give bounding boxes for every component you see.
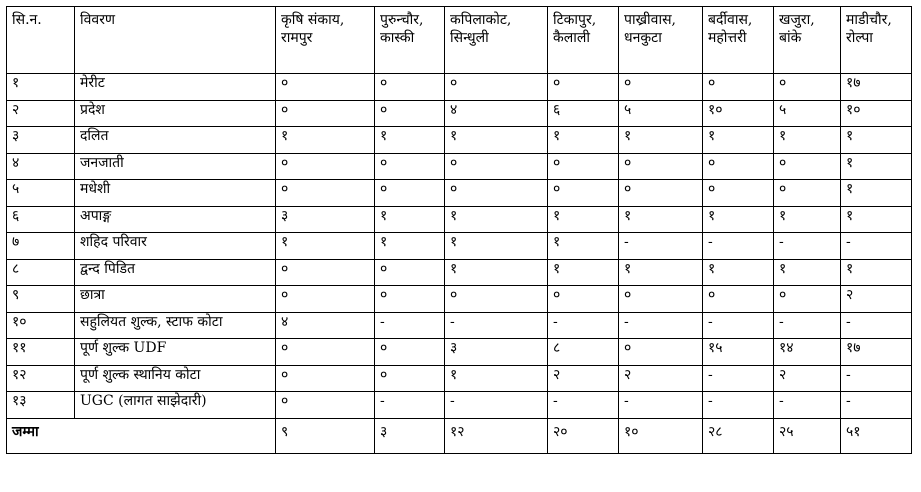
- value-cell: १: [774, 206, 841, 233]
- header-cell-bardibas: बर्दीवास, महोत्तरी: [703, 7, 774, 74]
- value-cell: १: [276, 233, 375, 260]
- value-cell: १: [548, 206, 619, 233]
- value-cell: ०: [703, 74, 774, 101]
- total-cell: २०: [548, 418, 619, 453]
- value-cell: ०: [703, 153, 774, 180]
- total-cell: १२: [445, 418, 548, 453]
- serial-number-cell: १२: [7, 365, 75, 392]
- value-cell: ४: [445, 100, 548, 127]
- value-cell: ०: [445, 153, 548, 180]
- total-cell: २८: [703, 418, 774, 453]
- value-cell: ०: [276, 153, 375, 180]
- value-cell: ०: [276, 74, 375, 101]
- value-cell: ०: [774, 153, 841, 180]
- value-cell: -: [445, 312, 548, 339]
- value-cell: २: [841, 286, 912, 313]
- value-cell: १: [841, 127, 912, 154]
- value-cell: ०: [375, 74, 445, 101]
- value-cell: ०: [548, 153, 619, 180]
- value-cell: ०: [276, 286, 375, 313]
- value-cell: ४: [276, 312, 375, 339]
- table-row: [7, 233, 912, 260]
- description-cell: द्वन्द पिडित: [75, 259, 276, 286]
- value-cell: १७: [841, 74, 912, 101]
- value-cell: ०: [548, 286, 619, 313]
- value-cell: -: [703, 233, 774, 260]
- description-cell: जनजाती: [75, 153, 276, 180]
- value-cell: -: [774, 233, 841, 260]
- value-cell: -: [841, 392, 912, 419]
- table-body: [7, 74, 912, 419]
- value-cell: -: [703, 312, 774, 339]
- serial-number-cell: ९: [7, 286, 75, 313]
- value-cell: ०: [619, 74, 703, 101]
- header-cell-rampur: कृषि संकाय, रामपुर: [276, 7, 375, 74]
- document-page: [6, 6, 912, 454]
- value-cell: -: [841, 312, 912, 339]
- value-cell: १: [841, 206, 912, 233]
- table-row: [7, 153, 912, 180]
- table-row: [7, 127, 912, 154]
- value-cell: २: [619, 365, 703, 392]
- value-cell: १: [619, 206, 703, 233]
- value-cell: ०: [445, 74, 548, 101]
- serial-number-cell: ५: [7, 180, 75, 207]
- value-cell: -: [619, 233, 703, 260]
- value-cell: ०: [774, 286, 841, 313]
- value-cell: ०: [276, 339, 375, 366]
- table-row: [7, 392, 912, 419]
- value-cell: ०: [375, 259, 445, 286]
- value-cell: १: [841, 153, 912, 180]
- serial-number-cell: ८: [7, 259, 75, 286]
- description-cell: प्रदेश: [75, 100, 276, 127]
- header-cell-tikapur: टिकापुर, कैलाली: [548, 7, 619, 74]
- value-cell: ०: [276, 259, 375, 286]
- table-row: [7, 286, 912, 313]
- value-cell: ०: [276, 365, 375, 392]
- serial-number-cell: ३: [7, 127, 75, 154]
- table-row: [7, 100, 912, 127]
- header-cell-purunchaur: पुरुन्चौर, कास्की: [375, 7, 445, 74]
- value-cell: -: [774, 312, 841, 339]
- value-cell: -: [841, 233, 912, 260]
- value-cell: १०: [703, 100, 774, 127]
- value-cell: ०: [774, 74, 841, 101]
- value-cell: १: [774, 127, 841, 154]
- description-cell: दलित: [75, 127, 276, 154]
- value-cell: १: [703, 259, 774, 286]
- header-row: [7, 7, 912, 74]
- table-row: [7, 259, 912, 286]
- value-cell: १: [548, 233, 619, 260]
- value-cell: १: [619, 127, 703, 154]
- value-cell: ०: [445, 286, 548, 313]
- value-cell: ३: [276, 206, 375, 233]
- value-cell: -: [375, 312, 445, 339]
- header-cell-madichaur: माडीचौर, रोल्पा: [841, 7, 912, 74]
- value-cell: १: [703, 127, 774, 154]
- value-cell: १: [703, 206, 774, 233]
- value-cell: -: [703, 392, 774, 419]
- value-cell: १: [548, 259, 619, 286]
- value-cell: ५: [619, 100, 703, 127]
- value-cell: १: [445, 127, 548, 154]
- value-cell: ०: [375, 180, 445, 207]
- value-cell: १०: [841, 100, 912, 127]
- serial-number-cell: ७: [7, 233, 75, 260]
- total-label: जम्मा: [7, 418, 276, 453]
- value-cell: -: [841, 365, 912, 392]
- value-cell: १४: [774, 339, 841, 366]
- value-cell: -: [619, 312, 703, 339]
- value-cell: १: [375, 233, 445, 260]
- header-cell-pakhribas: पाख्रीवास, धनकुटा: [619, 7, 703, 74]
- table-row: [7, 339, 912, 366]
- value-cell: ०: [375, 153, 445, 180]
- total-row: [7, 418, 912, 453]
- description-cell: सहुलियत शुल्क, स्टाफ कोटा: [75, 312, 276, 339]
- value-cell: ०: [774, 180, 841, 207]
- serial-number-cell: १: [7, 74, 75, 101]
- total-cell: १०: [619, 418, 703, 453]
- description-cell: पूर्ण शुल्क स्थानिय कोटा: [75, 365, 276, 392]
- quota-table: [6, 6, 912, 454]
- value-cell: ३: [445, 339, 548, 366]
- value-cell: १: [375, 206, 445, 233]
- value-cell: ०: [276, 392, 375, 419]
- value-cell: ५: [774, 100, 841, 127]
- value-cell: ०: [276, 180, 375, 207]
- value-cell: ०: [375, 100, 445, 127]
- value-cell: १७: [841, 339, 912, 366]
- value-cell: १५: [703, 339, 774, 366]
- value-cell: १: [445, 365, 548, 392]
- value-cell: १: [841, 259, 912, 286]
- header-cell-khajura: खजुरा, बांके: [774, 7, 841, 74]
- serial-number-cell: १३: [7, 392, 75, 419]
- table-row: [7, 312, 912, 339]
- header-cell-description: विवरण: [75, 7, 276, 74]
- total-cell: ९: [276, 418, 375, 453]
- value-cell: १: [276, 127, 375, 154]
- value-cell: ०: [619, 286, 703, 313]
- value-cell: १: [445, 233, 548, 260]
- value-cell: ०: [619, 153, 703, 180]
- description-cell: छात्रा: [75, 286, 276, 313]
- value-cell: -: [548, 392, 619, 419]
- value-cell: ०: [445, 180, 548, 207]
- value-cell: ०: [703, 286, 774, 313]
- description-cell: मेरीट: [75, 74, 276, 101]
- value-cell: -: [774, 392, 841, 419]
- description-cell: शहिद परिवार: [75, 233, 276, 260]
- value-cell: -: [703, 365, 774, 392]
- header-cell-kapilakot: कपिलाकोट, सिन्धुली: [445, 7, 548, 74]
- value-cell: ०: [619, 180, 703, 207]
- serial-number-cell: १०: [7, 312, 75, 339]
- total-cell: ३: [375, 418, 445, 453]
- value-cell: १: [774, 259, 841, 286]
- value-cell: ०: [375, 365, 445, 392]
- total-cell: २५: [774, 418, 841, 453]
- value-cell: १: [841, 180, 912, 207]
- value-cell: १: [445, 259, 548, 286]
- description-cell: पूर्ण शुल्क UDF: [75, 339, 276, 366]
- value-cell: २: [548, 365, 619, 392]
- description-cell: UGC (लागत साझेदारी): [75, 392, 276, 419]
- table-row: [7, 365, 912, 392]
- value-cell: ०: [548, 180, 619, 207]
- value-cell: ६: [548, 100, 619, 127]
- value-cell: -: [548, 312, 619, 339]
- serial-number-cell: ६: [7, 206, 75, 233]
- value-cell: ०: [619, 339, 703, 366]
- value-cell: ०: [548, 74, 619, 101]
- description-cell: मधेशी: [75, 180, 276, 207]
- value-cell: ०: [703, 180, 774, 207]
- value-cell: ८: [548, 339, 619, 366]
- serial-number-cell: २: [7, 100, 75, 127]
- value-cell: १: [548, 127, 619, 154]
- serial-number-cell: ४: [7, 153, 75, 180]
- table-row: [7, 74, 912, 101]
- table-row: [7, 206, 912, 233]
- value-cell: ०: [375, 286, 445, 313]
- value-cell: १: [619, 259, 703, 286]
- value-cell: २: [774, 365, 841, 392]
- value-cell: -: [619, 392, 703, 419]
- value-cell: १: [375, 127, 445, 154]
- description-cell: अपाङ्ग: [75, 206, 276, 233]
- value-cell: -: [445, 392, 548, 419]
- header-cell-sn: सि.न.: [7, 7, 75, 74]
- total-cell: ५१: [841, 418, 912, 453]
- serial-number-cell: ११: [7, 339, 75, 366]
- value-cell: ०: [276, 100, 375, 127]
- value-cell: ०: [375, 339, 445, 366]
- value-cell: -: [375, 392, 445, 419]
- value-cell: १: [445, 206, 548, 233]
- table-row: [7, 180, 912, 207]
